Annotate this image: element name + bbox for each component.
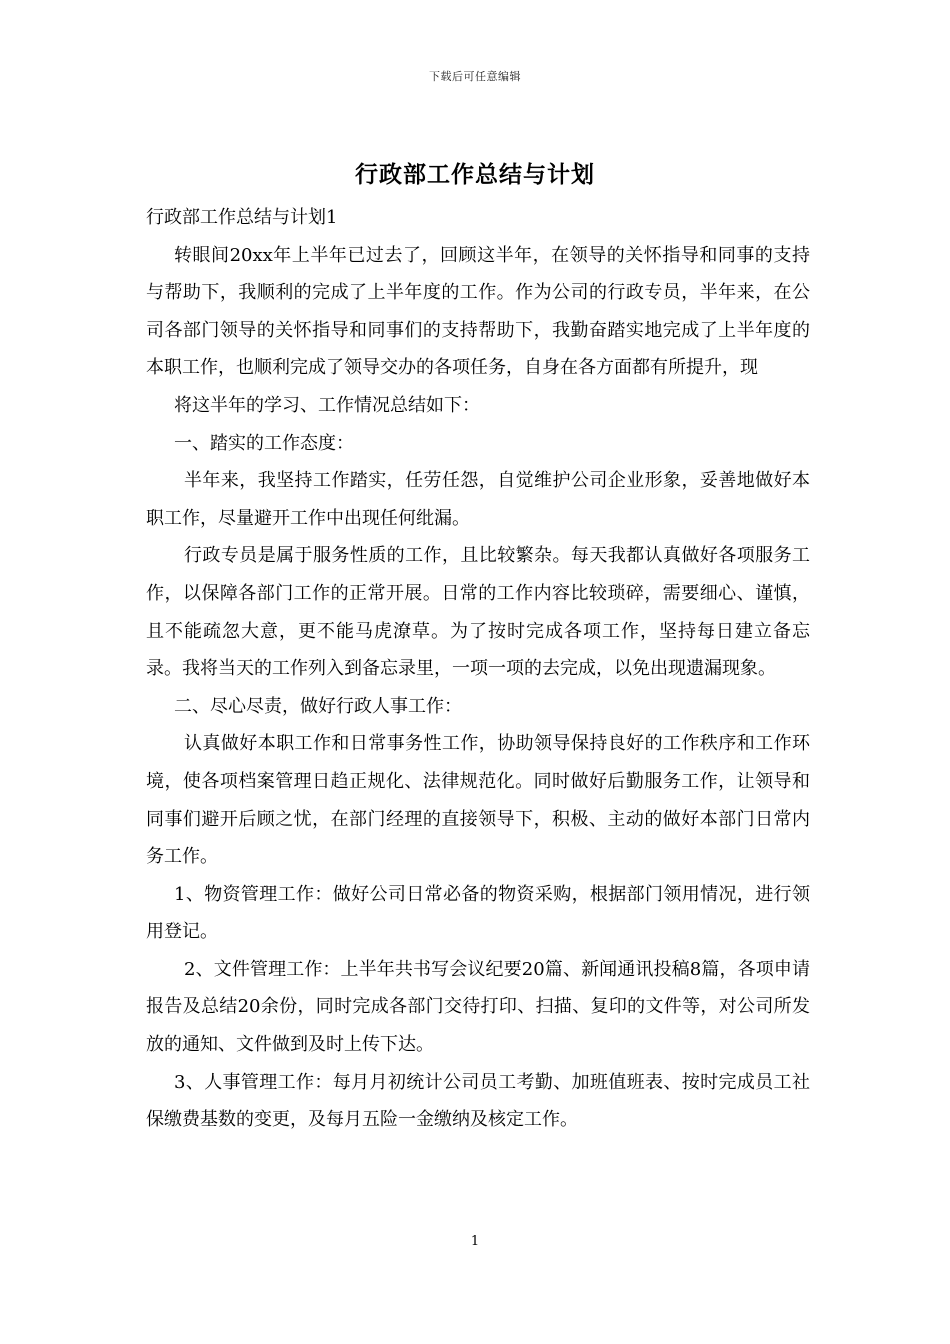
section-heading: 行政部工作总结与计划1 (146, 207, 338, 228)
list-item: 1、物资管理工作：做好公司日常必备的物资采购，根据部门领用情况，进行领用登记。 (146, 883, 810, 943)
paragraph: 半年来，我坚持工作踏实，任劳任怨，自觉维护公司企业形象，妥善地做好本职工作，尽量避开工作中出现任何纰漏。 (146, 470, 810, 529)
paragraph: 将这半年的学习、工作情况总结如下： (174, 394, 480, 416)
subheading: 二、尽心尽责，做好行政人事工作： (174, 695, 462, 717)
document-title: 行政部工作总结与计划 (355, 161, 595, 188)
paragraph: 认真做好本职工作和日常事务性工作，协助领导保持良好的工作秩序和工作环境，使各项档案管理日趋正规化、法律规范化。同时做好后勤服务工作，让领导和同事们避开后顾之忧，在部门经理的直接领导下，积极、主动的做好本部门日常内务工作。 (146, 733, 810, 868)
paragraph: 行政专员是属于服务性质的工作，且比较繁杂。每天我都认真做好各项服务工作，以保障各部门工作的正常开展。日常的工作内容比较琐碎，需要细心、谨慎，且不能疏忽大意，更不能马虎潦草。为了按时完成各项工作，坚持每日建立备忘录。我将当天的工作列入到备忘录里，一项一项的去完成，以免出现遗漏现象。 (146, 545, 810, 680)
list-item: 2、文件管理工作：上半年共书写会议纪要20篇、新闻通讯投稿8篇，各项申请报告及总结20余份，同时完成各部门交待打印、扫描、复印的文件等，对公司所发放的通知、文件做到及时上传下达。 (146, 958, 810, 1056)
paragraph: 转眼间20xx年上半年已过去了，回顾这半年，在领导的关怀指导和同事的支持与帮助下，我顺利的完成了上半年度的工作。作为公司的行政专员，半年来，在公司各部门领导的关怀指导和同事们的支持帮助下，我勤奋踏实地完成了上半年度的本职工作，也顺利完成了领导交办的各项任务，自身在各方面都有所提升，现 (146, 244, 810, 379)
document-body (146, 199, 810, 1139)
list-item: 3、人事管理工作：每月月初统计公司员工考勤、加班值班表、按时完成员工社保缴费基数的变更，及每月五险一金缴纳及核定工作。 (146, 1071, 810, 1131)
page-number: 1 (470, 1234, 480, 1249)
subheading: 一、踏实的工作态度： (174, 432, 354, 454)
header-note: 下载后可任意编辑 (429, 70, 521, 83)
